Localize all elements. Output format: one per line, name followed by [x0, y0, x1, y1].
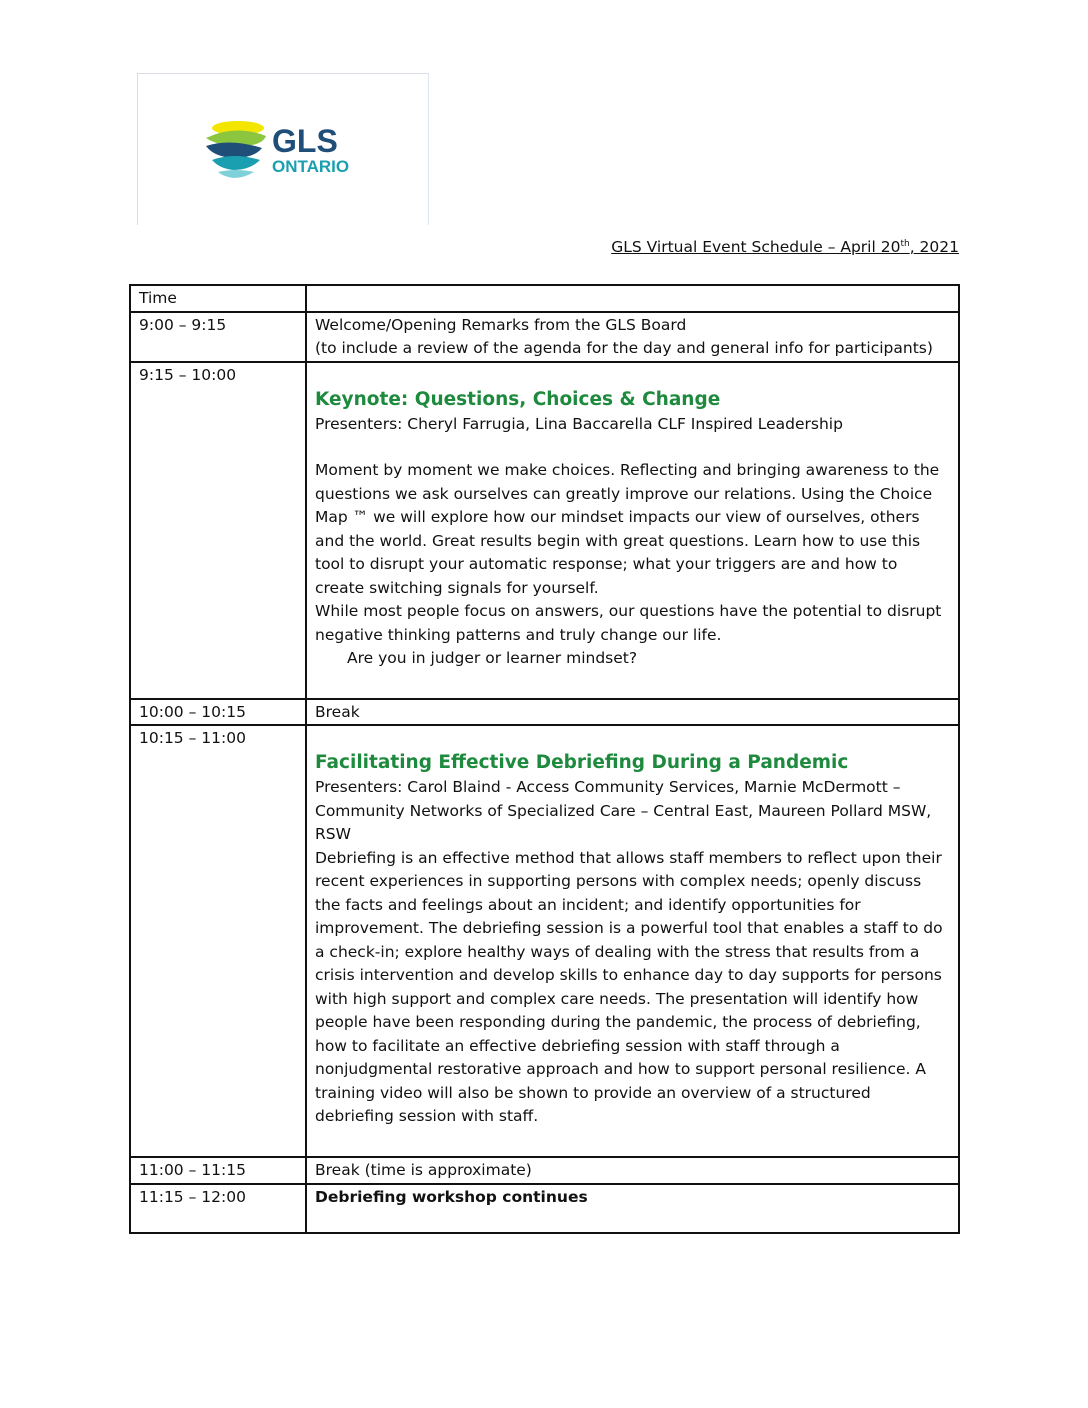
- session-presenters: Presenters: Carol Blaind - Access Community Services, Marnie McDermott – Community Networks of Specialized Care – Central East, Maureen Pollard MSW, RSW: [315, 778, 932, 843]
- session-description: Moment by moment we make choices. Reflecting and bringing awareness to the questions we ask ourselves can greatly improve our relations. Using the Choice Map ™ we will explore how our mindset impacts our view of ourselves, others and the world. Great results begin with great questions. Learn how to use this tool to disrupt your automatic response; what your triggers are and how to create switching signals for yourself.: [315, 461, 940, 597]
- row-time: 11:00 – 11:15: [130, 1157, 306, 1184]
- session-presenters: Presenters: Cheryl Farrugia, Lina Baccarella CLF Inspired Leadership: [315, 414, 843, 433]
- logo-frame: [137, 73, 429, 225]
- session-description-2: While most people focus on answers, our questions have the potential to disrupt negative thinking patterns and truly change our life.: [315, 602, 942, 644]
- header-event: [306, 285, 959, 312]
- table-row: [130, 312, 959, 362]
- table-row: [130, 1184, 959, 1233]
- row-event: [306, 312, 959, 362]
- session-description: Debriefing is an effective method that allows staff members to reflect upon their recent experiences in supporting persons with complex needs; openly discuss the facts and feelings about an incident; and identify opportunities for improvement. The debriefing session is a powerful tool that enables a staff to do a check-in; explore healthy ways of dealing with the stress that results from a crisis intervention and develop skills to enhance day to day supports for persons with high support and complex care needs. The presentation will identify how people have been responding during the pandemic, the process of debriefing, how to facilitate an effective debriefing session with staff through a nonjudgmental restorative approach and how to support personal resilience. A training video will also be shown to provide an overview of a structured debriefing session with staff.: [315, 848, 943, 1125]
- row-time: 9:00 – 9:15: [130, 312, 306, 362]
- schedule-table: [129, 284, 960, 1234]
- row-event: [306, 725, 959, 1157]
- welcome-text: Welcome/Opening Remarks from the GLS Board: [315, 315, 687, 334]
- session-question: Are you in judger or learner mindset?: [347, 649, 638, 667]
- table-header-row: [130, 285, 959, 312]
- row-time: 9:15 – 10:00: [130, 362, 306, 699]
- row-event: Break: [306, 699, 959, 726]
- row-time: 10:15 – 11:00: [130, 725, 306, 1157]
- header-time: Time: [130, 285, 306, 312]
- document-title: GLS Virtual Event Schedule – April 20th, 2021: [611, 238, 959, 256]
- table-row: [130, 1157, 959, 1184]
- row-time: 10:00 – 10:15: [130, 699, 306, 726]
- session-title: Facilitating Effective Debriefing During a Pandemic: [315, 752, 849, 773]
- logo-text-gls: GLS: [272, 123, 338, 159]
- logo-mark-icon: [206, 121, 266, 178]
- row-event: Debriefing workshop continues: [306, 1184, 959, 1233]
- row-event: [306, 362, 959, 699]
- table-row: [130, 699, 959, 726]
- logo-text-ontario: ONTARIO: [272, 157, 350, 176]
- session-title: Keynote: Questions, Choices & Change: [315, 388, 721, 410]
- table-row: [130, 362, 959, 699]
- gls-ontario-logo: [200, 116, 370, 186]
- table-row: [130, 725, 959, 1157]
- welcome-note: (to include a review of the agenda for the day and general info for participants): [315, 339, 933, 357]
- row-event: Break (time is approximate): [306, 1157, 959, 1184]
- row-time: 11:15 – 12:00: [130, 1184, 306, 1233]
